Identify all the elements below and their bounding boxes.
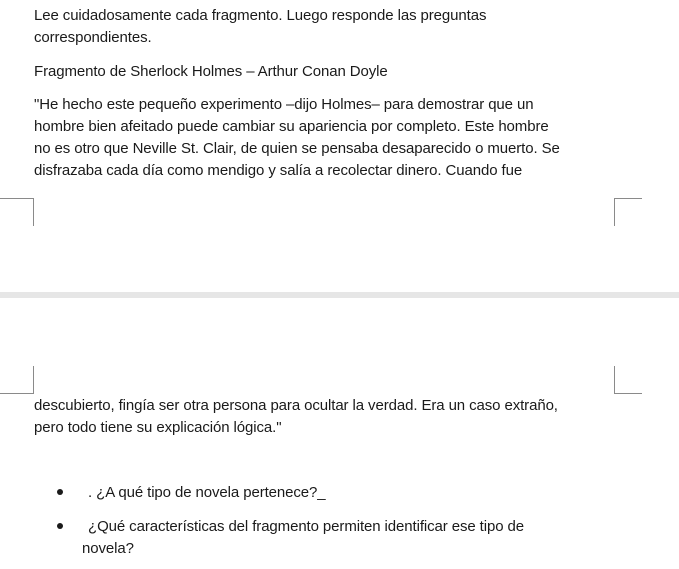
- bullet-icon: [57, 489, 63, 495]
- margin-corner-mark: [614, 198, 642, 226]
- quote-line: pero todo tiene su explicación lógica.": [34, 419, 282, 436]
- quote-line: descubierto, fingía ser otra persona para ocultar la verdad. Era un caso extraño,: [34, 397, 558, 414]
- fragment-title: Fragmento de Sherlock Holmes – Arthur Conan Doyle: [34, 63, 388, 80]
- margin-corner-mark: [0, 198, 34, 226]
- quote-line: no es otro que Neville St. Clair, de quien se pensaba desaparecido o muerto. Se: [34, 140, 560, 157]
- bullet-icon: [57, 523, 63, 529]
- margin-corner-mark: [0, 366, 34, 394]
- quote-line: hombre bien afeitado puede cambiar su apariencia por completo. Este hombre: [34, 118, 549, 135]
- margin-corner-mark: [614, 366, 642, 394]
- question-2-line-1: ¿Qué características del fragmento permiten identificar ese tipo de: [88, 518, 525, 535]
- question-2-line-2: novela?: [82, 540, 134, 557]
- quote-line: "He hecho este pequeño experimento –dijo Holmes– para demostrar que un: [34, 96, 534, 113]
- instructions-line-1: Lee cuidadosamente cada fragmento. Luego responde las preguntas: [34, 7, 487, 24]
- instructions-line-2: correspondientes.: [34, 29, 152, 46]
- quote-line: disfrazaba cada día como mendigo y salía a recolectar dinero. Cuando fue: [34, 162, 523, 179]
- question-1: . ¿A qué tipo de novela pertenece?_: [88, 484, 326, 501]
